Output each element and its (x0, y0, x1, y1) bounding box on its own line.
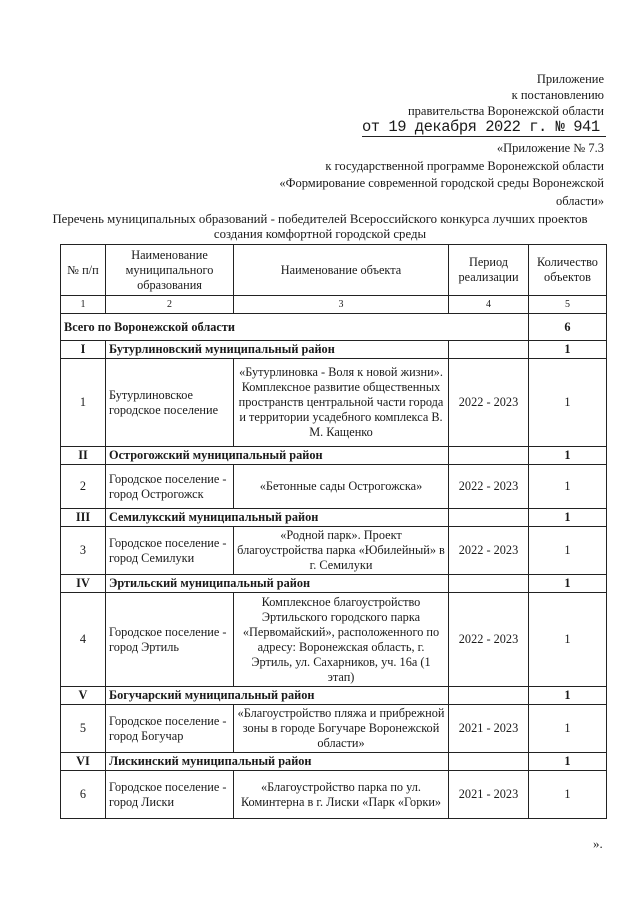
district-roman: VI (61, 753, 106, 771)
empty-cell (449, 687, 529, 705)
table-row (61, 359, 607, 447)
row-object: «Благоустройство парка по ул. Коминтерна в г. Лиски «Парк «Горки» (234, 771, 449, 819)
district-roman: II (61, 447, 106, 465)
district-roman: V (61, 687, 106, 705)
row-count: 1 (529, 771, 607, 819)
row-object: «Бутурлиновка - Воля к новой жизни». Комплексное развитие общественных пространств центральной части города и территории усадебного комплекса В. М. Кащенко (234, 359, 449, 447)
appendix-number: «Приложение № 7.3 (496, 141, 604, 155)
district-roman: IV (61, 575, 106, 593)
table-row (61, 705, 607, 753)
row-object: Комплексное благоустройство Эртильского городского парка «Первомайский», расположенного по адресу: Воронежская область, г. Эртиль, ул. Сахарников, уч. 16а (1 этап) (234, 593, 449, 687)
district-count: 1 (529, 687, 607, 705)
winners-table (60, 244, 607, 819)
district-name: Семилукский муниципальный район (106, 509, 449, 527)
district-count: 1 (529, 753, 607, 771)
row-num: 5 (61, 705, 106, 753)
district-count: 1 (529, 341, 607, 359)
row-num: 1 (61, 359, 106, 447)
district-row (61, 509, 607, 527)
col-header-object: Наименование объекта (234, 245, 449, 296)
district-row (61, 341, 607, 359)
district-name: Лискинский муниципальный район (106, 753, 449, 771)
document-title (20, 212, 620, 242)
row-municipality: Городское поселение - город Эртиль (106, 593, 234, 687)
row-period: 2021 - 2023 (449, 705, 529, 753)
row-period: 2021 - 2023 (449, 771, 529, 819)
row-count: 1 (529, 527, 607, 575)
table-row (61, 593, 607, 687)
row-object: «Благоустройство пляжа и прибрежной зоны в городе Богучаре Воронежской области» (234, 705, 449, 753)
decree-stamp: от 19 декабря 2022 г. № 941 (362, 118, 606, 137)
district-roman: III (61, 509, 106, 527)
col-number: 2 (106, 296, 234, 314)
col-number: 3 (234, 296, 449, 314)
district-name: Острогожский муниципальный район (106, 447, 449, 465)
district-count: 1 (529, 575, 607, 593)
row-count: 1 (529, 359, 607, 447)
row-municipality: Городское поселение - город Семилуки (106, 527, 234, 575)
district-name: Эртильский муниципальный район (106, 575, 449, 593)
empty-cell (449, 341, 529, 359)
empty-cell (449, 509, 529, 527)
row-municipality: Городское поселение - город Острогожск (106, 465, 234, 509)
row-num: 2 (61, 465, 106, 509)
empty-cell (449, 753, 529, 771)
total-label: Всего по Воронежской области (61, 314, 529, 341)
col-header-municipality: Наименование муниципального образования (106, 245, 234, 296)
row-num: 4 (61, 593, 106, 687)
total-count: 6 (529, 314, 607, 341)
row-period: 2022 - 2023 (449, 359, 529, 447)
column-numbers-row (61, 296, 607, 314)
col-number: 1 (61, 296, 106, 314)
col-number: 5 (529, 296, 607, 314)
row-period: 2022 - 2023 (449, 527, 529, 575)
empty-cell (449, 575, 529, 593)
row-municipality: Городское поселение - город Лиски (106, 771, 234, 819)
district-count: 1 (529, 447, 607, 465)
closing-mark: ». (593, 836, 603, 851)
row-num: 6 (61, 771, 106, 819)
header-line-1: Приложение (536, 72, 604, 86)
row-municipality: Городское поселение - город Богучар (106, 705, 234, 753)
header-line-3: правительства Воронежской области (407, 104, 604, 118)
district-count: 1 (529, 509, 607, 527)
row-count: 1 (529, 593, 607, 687)
table-row (61, 465, 607, 509)
title-line-2: создания комфортной городской среды (213, 227, 427, 241)
district-row (61, 753, 607, 771)
table-row (61, 527, 607, 575)
program-name-line-1: «Формирование современной городской среды Воронежской (279, 176, 604, 190)
row-period: 2022 - 2023 (449, 593, 529, 687)
col-number: 4 (449, 296, 529, 314)
row-count: 1 (529, 465, 607, 509)
row-municipality: Бутурлиновское городское поселение (106, 359, 234, 447)
district-roman: I (61, 341, 106, 359)
program-name-line-2: области» (555, 193, 604, 208)
district-row (61, 575, 607, 593)
title-line-1: Перечень муниципальных образований - победителей Всероссийского конкурса лучших проектов (52, 212, 588, 226)
table-row (61, 771, 607, 819)
table-header-row (61, 245, 607, 296)
district-row (61, 687, 607, 705)
approval-header (408, 71, 604, 119)
row-object: «Бетонные сады Острогожска» (234, 465, 449, 509)
header-line-2: к постановлению (511, 88, 604, 102)
district-row (61, 447, 607, 465)
col-header-num: № п/п (61, 245, 106, 296)
row-object: «Родной парк». Проект благоустройства парка «Юбилейный» в г. Семилуки (234, 527, 449, 575)
district-name: Бутурлиновский муниципальный район (106, 341, 449, 359)
empty-cell (449, 447, 529, 465)
row-num: 3 (61, 527, 106, 575)
row-count: 1 (529, 705, 607, 753)
row-period: 2022 - 2023 (449, 465, 529, 509)
col-header-count: Количество объектов (529, 245, 607, 296)
appendix-header (279, 140, 604, 210)
col-header-period: Период реализации (449, 245, 529, 296)
program-reference: к государственной программе Воронежской области (325, 158, 604, 173)
district-name: Богучарский муниципальный район (106, 687, 449, 705)
total-row (61, 314, 607, 341)
